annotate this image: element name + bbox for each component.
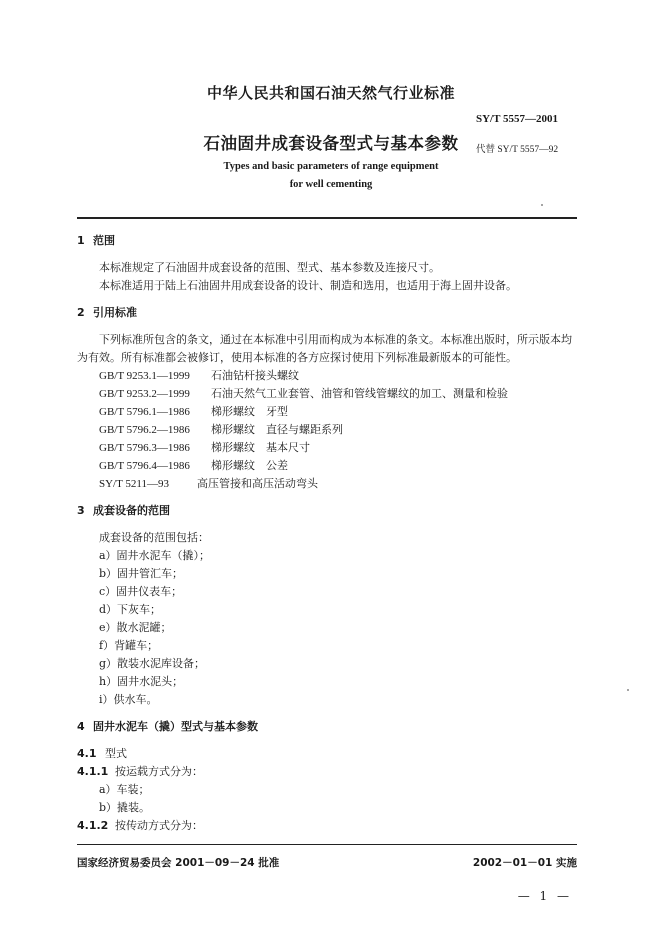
list-item: b）固井管汇车； (99, 567, 184, 580)
list-item: h）固井水泥头； (99, 675, 184, 688)
section-heading (77, 718, 577, 736)
reference-code: GB/T 5796.3—1986 (99, 442, 190, 454)
list-item: a）车装； (99, 783, 150, 796)
reference-item (77, 457, 577, 475)
section-number: 3 (77, 504, 85, 517)
footer-divider (77, 844, 577, 845)
reference-code: GB/T 9253.1—1999 (99, 370, 190, 382)
implementation-date: 2002－01－01 实施 (472, 857, 577, 869)
document-title-cn: 石油固井成套设备型式与基本参数 (203, 134, 459, 153)
reference-title: 石油天然气工业套管、油管和管线管螺纹的加工、测量和检验 (211, 387, 508, 400)
section-heading (77, 232, 577, 250)
paragraph: 下列标准所包含的条文，通过在本标准中引用而构成为本标准的条文。本标准出版时，所示版本均为有效。所有标准都会被修订，使用本标准的各方应探讨使用下列标准最新版本的可能性。 (77, 333, 572, 364)
reference-code: GB/T 5796.4—1986 (99, 460, 190, 472)
section-title: 固井水泥车（撬）型式与基本参数 (93, 720, 258, 733)
subsection-number: 4.1 (77, 747, 97, 760)
list-item: g）散装水泥库设备； (99, 657, 206, 670)
section-title: 范围 (93, 234, 115, 247)
reference-code: SY/T 5211—93 (99, 478, 169, 490)
document-body (77, 232, 577, 835)
reference-item (77, 367, 577, 385)
reference-title: 梯形螺纹 直径与螺距系列 (211, 423, 343, 436)
reference-code: GB/T 5796.2—1986 (99, 424, 190, 436)
page-number: — 1 — (517, 889, 572, 903)
reference-title: 高压管接和高压活动弯头 (197, 477, 318, 490)
reference-title: 梯形螺纹 公差 (211, 459, 288, 472)
section-number: 4 (77, 720, 85, 733)
list-item: b）撬装。 (99, 801, 151, 814)
reference-title: 梯形螺纹 牙型 (211, 405, 288, 418)
reference-item (77, 403, 577, 421)
list-item: i）供水车。 (99, 693, 158, 706)
subsection-number: 4.1.2 (77, 819, 109, 832)
subsection-title: 型式 (105, 747, 127, 760)
subsection-text: 按运载方式分为： (115, 765, 203, 778)
header-divider (77, 217, 577, 219)
speck-mark (541, 204, 543, 206)
paragraph: 本标准适用于陆上石油固井用成套设备的设计、制造和选用，也适用于海上固井设备。 (99, 279, 517, 292)
section-heading (77, 304, 577, 322)
section-number: 2 (77, 306, 85, 319)
section-heading (77, 502, 577, 520)
reference-item (77, 421, 577, 439)
list-item: d）下灰车； (99, 603, 162, 616)
approval-note: 国家经济贸易委员会 2001－09－24 批准 (77, 857, 280, 869)
list-item: c）固井仪表车； (99, 585, 183, 598)
reference-item (77, 439, 577, 457)
standard-number: SY/T 5557—2001 (475, 113, 558, 125)
reference-code: GB/T 5796.1—1986 (99, 406, 190, 418)
speck-mark (627, 689, 629, 691)
subsection-text: 按传动方式分为： (115, 819, 203, 832)
section-number: 1 (77, 234, 85, 247)
paragraph: 本标准规定了石油固井成套设备的范围、型式、基本参数及连接尺寸。 (99, 261, 440, 274)
industry-standard-heading: 中华人民共和国石油天然气行业标准 (206, 84, 455, 102)
subsection-number: 4.1.1 (77, 765, 109, 778)
reference-item (77, 385, 577, 403)
list-item: e）散水泥罐； (99, 621, 172, 634)
document-title-en-line1: Types and basic parameters of range equipment (223, 161, 439, 172)
list-item: f）背罐车； (99, 639, 159, 652)
subsection-heading (77, 745, 577, 763)
section-title: 引用标准 (93, 306, 137, 319)
reference-title: 梯形螺纹 基本尺寸 (211, 441, 310, 454)
replaces-note: 代替 SY/T 5557—92 (476, 145, 559, 155)
subsection-heading (77, 817, 577, 835)
subsection-heading (77, 763, 577, 781)
section-title: 成套设备的范围 (93, 504, 170, 517)
reference-code: GB/T 9253.2—1999 (99, 388, 190, 400)
document-title-en-line2: for well cementing (289, 179, 373, 190)
reference-title: 石油钻杆接头螺纹 (211, 369, 299, 382)
paragraph: 成套设备的范围包括： (99, 531, 209, 544)
reference-item (77, 475, 577, 493)
list-item: a）固井水泥车（撬）； (99, 549, 211, 562)
